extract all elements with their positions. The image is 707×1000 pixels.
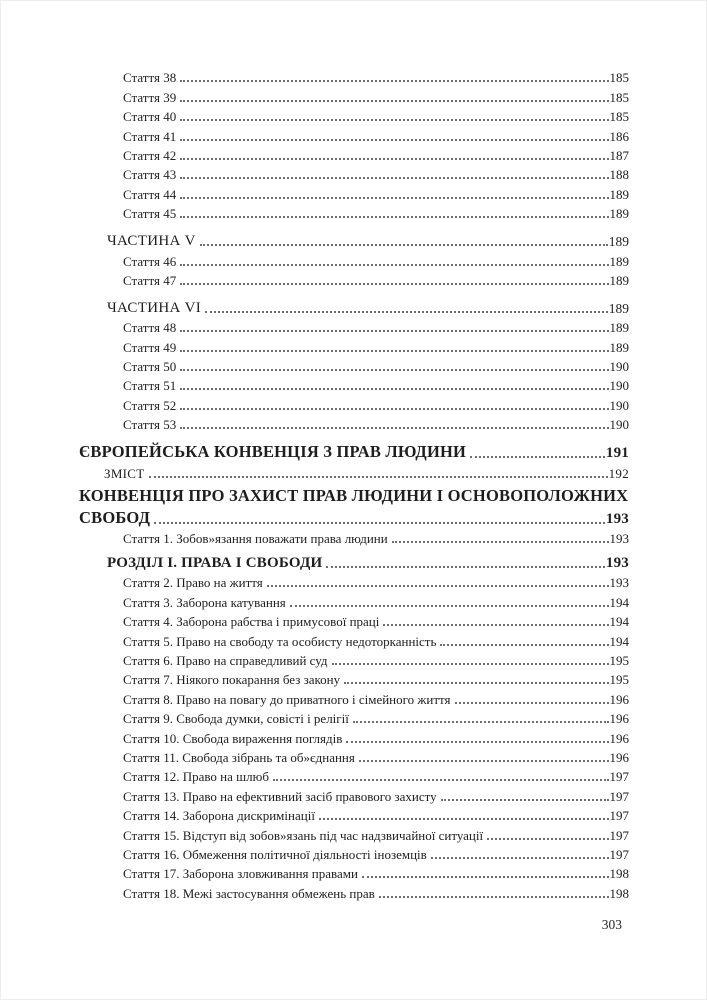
toc-entry-label: Стаття 45 — [123, 206, 177, 222]
toc-entry — [107, 295, 629, 317]
dot-leader — [362, 876, 609, 878]
toc-entry-page: 190 — [609, 378, 629, 394]
toc-entry — [79, 438, 629, 462]
toc-entry-label: Стаття 3. Заборона катування — [123, 594, 286, 610]
toc-entry-page: 193 — [605, 555, 629, 572]
toc-entry-label: РОЗДІЛ І. ПРАВА І СВОБОДИ — [107, 555, 323, 572]
toc-entry-page: 198 — [609, 885, 629, 901]
toc-entry-page: 198 — [609, 866, 629, 882]
toc-entry-page: 194 — [609, 633, 629, 649]
toc-entry — [104, 462, 629, 481]
toc-entry — [123, 824, 629, 843]
toc-entry-page: 193 — [605, 510, 629, 527]
toc-entry-label: ЧАСТИНА VI — [107, 299, 202, 316]
toc-list — [1, 67, 706, 902]
dot-leader — [154, 522, 605, 524]
toc-entry — [123, 669, 629, 688]
toc-entry-page: 196 — [609, 691, 629, 707]
toc-entry-page: 185 — [609, 89, 629, 105]
toc-entry — [123, 688, 629, 707]
toc-entry-label: Стаття 15. Відступ від зобов»язань під час надзвичайної ситуації — [123, 827, 484, 843]
toc-entry-label: ЗМІСТ — [104, 465, 145, 481]
toc-entry — [123, 611, 629, 630]
toc-entry-label: СВОБОД — [79, 507, 151, 527]
dot-leader — [383, 624, 608, 626]
toc-entry-page: 189 — [609, 272, 629, 288]
toc-entry-label: Стаття 7. Ніякого покарання без закону — [123, 672, 341, 688]
toc-entry-page: 193 — [609, 531, 629, 547]
toc-entry-page: 189 — [609, 339, 629, 355]
toc-entry-label: Стаття 50 — [123, 359, 177, 375]
dot-leader — [290, 605, 609, 607]
toc-entry-page: 188 — [609, 167, 629, 183]
toc-entry-label: Стаття 47 — [123, 272, 177, 288]
toc-entry-page: 197 — [609, 846, 629, 862]
dot-leader — [273, 779, 609, 781]
toc-entry — [123, 863, 629, 882]
dot-leader — [470, 456, 605, 458]
toc-entry — [123, 336, 629, 355]
toc-entry-page: 197 — [609, 769, 629, 785]
dot-leader — [149, 476, 608, 478]
toc-entry — [123, 882, 629, 901]
toc-entry-page: 196 — [609, 730, 629, 746]
toc-entry-label: Стаття 12. Право на шлюб — [123, 769, 269, 785]
toc-entry — [107, 550, 629, 572]
dot-leader — [180, 388, 608, 390]
toc-entry — [123, 106, 629, 125]
toc-entry-label: Стаття 42 — [123, 147, 177, 163]
dot-leader — [180, 264, 608, 266]
toc-entry-label: Стаття 53 — [123, 417, 177, 433]
toc-entry-label: Стаття 49 — [123, 339, 177, 355]
toc-entry-label: Стаття 6. Право на справедливий суд — [123, 652, 328, 668]
toc-entry-label: Стаття 4. Заборона рабства і примусової праці — [123, 614, 380, 630]
toc-entry — [123, 375, 629, 394]
dot-leader — [180, 197, 608, 199]
toc-entry — [123, 727, 629, 746]
toc-entry — [123, 785, 629, 804]
dot-leader — [344, 682, 608, 684]
toc-entry-page: 189 — [609, 206, 629, 222]
page-number: 303 — [601, 917, 622, 932]
dot-leader — [180, 158, 608, 160]
toc-entry-page: 196 — [609, 749, 629, 765]
toc-entry-page: 190 — [609, 359, 629, 375]
toc-entry — [123, 356, 629, 375]
dot-leader — [326, 566, 605, 568]
toc-entry-page: 195 — [609, 672, 629, 688]
toc-entry-page: 195 — [609, 652, 629, 668]
toc-entry — [123, 250, 629, 269]
toc-entry-label: Стаття 52 — [123, 397, 177, 413]
toc-entry-page: 193 — [609, 575, 629, 591]
toc-entry-page: 190 — [609, 417, 629, 433]
dot-leader — [379, 896, 609, 898]
dot-leader — [440, 644, 608, 646]
toc-entry-label: Стаття 2. Право на життя — [123, 575, 263, 591]
dot-leader — [431, 857, 609, 859]
toc-entry-page: 191 — [605, 445, 629, 462]
toc-entry-label: Стаття 16. Обмеження політичної діяльності іноземців — [123, 846, 427, 862]
toc-entry — [123, 394, 629, 413]
toc-entry-page: 197 — [609, 788, 629, 804]
dot-leader — [392, 541, 609, 543]
toc-entry-label: Стаття 14. Заборона дискримінації — [123, 808, 315, 824]
toc-entry — [123, 414, 629, 433]
toc-entry — [123, 630, 629, 649]
toc-entry-label: ЧАСТИНА V — [107, 233, 196, 250]
dot-leader — [180, 427, 608, 429]
toc-entry-page: 189 — [609, 186, 629, 202]
toc-entry-label: Стаття 18. Межі застосування обмежень прав — [123, 885, 375, 901]
toc-entry — [79, 506, 629, 528]
dot-leader — [267, 585, 609, 587]
dot-leader — [180, 139, 608, 141]
toc-entry-line1 — [79, 485, 706, 507]
dot-leader — [319, 818, 609, 820]
toc-entry-label: Стаття 44 — [123, 186, 177, 202]
toc-entry-label: Стаття 38 — [123, 70, 177, 86]
toc-entry — [123, 572, 629, 591]
toc-entry-label: Стаття 13. Право на ефективний засіб правового захисту — [123, 788, 437, 804]
toc-entry — [123, 270, 629, 289]
toc-entry-label: Стаття 51 — [123, 378, 177, 394]
dot-leader — [180, 369, 608, 371]
toc-entry — [123, 86, 629, 105]
toc-entry-page: 192 — [608, 465, 629, 481]
toc-entry — [123, 528, 629, 547]
toc-entry-label: Стаття 17. Заборона зловживання правами — [123, 866, 358, 882]
toc-entry-page: 194 — [609, 614, 629, 630]
dot-leader — [359, 760, 609, 762]
dot-leader — [180, 283, 608, 285]
toc-entry-label: КОНВЕНЦІЯ ПРО ЗАХИСТ ПРАВ ЛЮДИНИ І ОСНОВОПОЛОЖНИХ — [79, 486, 629, 506]
toc-entry — [123, 203, 629, 222]
toc-entry-label: ЄВРОПЕЙСЬКА КОНВЕНЦІЯ З ПРАВ ЛЮДИНИ — [79, 442, 467, 462]
toc-entry-page: 189 — [608, 234, 629, 250]
toc-entry-page: 185 — [609, 109, 629, 125]
dot-leader — [441, 799, 609, 801]
toc-entry — [123, 164, 629, 183]
toc-entry-page: 189 — [608, 300, 629, 316]
toc-entry-page: 197 — [609, 808, 629, 824]
dot-leader — [180, 330, 608, 332]
toc-entry-label: Стаття 1. Зобов»язання поважати права людини — [123, 531, 388, 547]
toc-entry-page: 189 — [609, 253, 629, 269]
toc-entry-label: Стаття 8. Право на повагу до приватного і сімейного життя — [123, 691, 451, 707]
dot-leader — [180, 216, 608, 218]
dot-leader — [353, 721, 609, 723]
toc-entry-page: 196 — [609, 711, 629, 727]
dot-leader — [180, 119, 608, 121]
toc-entry — [123, 317, 629, 336]
dot-leader — [180, 177, 608, 179]
dot-leader — [180, 80, 608, 82]
toc-entry-label: Стаття 46 — [123, 253, 177, 269]
toc-entry-label: Стаття 43 — [123, 167, 177, 183]
toc-entry-label: Стаття 48 — [123, 320, 177, 336]
toc-entry — [123, 650, 629, 669]
toc-entry-label: Стаття 39 — [123, 89, 177, 105]
toc-entry — [123, 708, 629, 727]
toc-entry-page: 187 — [609, 147, 629, 163]
toc-entry-label: Стаття 5. Право на свободу та особисту недоторканність — [123, 633, 437, 649]
toc-entry — [123, 125, 629, 144]
toc-entry-label: Стаття 10. Свобода вираження поглядів — [123, 730, 343, 746]
toc-entry-page: 189 — [609, 320, 629, 336]
dot-leader — [200, 244, 608, 246]
toc-entry-label: Стаття 41 — [123, 128, 177, 144]
toc-entry — [123, 591, 629, 610]
dot-leader — [180, 350, 608, 352]
toc-entry — [123, 183, 629, 202]
toc-entry — [123, 67, 629, 86]
dot-leader — [332, 663, 609, 665]
dot-leader — [180, 100, 608, 102]
dot-leader — [205, 311, 608, 313]
toc-entry-page: 197 — [609, 827, 629, 843]
toc-entry — [123, 844, 629, 863]
toc-entry-page: 185 — [609, 70, 629, 86]
toc-entry-page: 194 — [609, 594, 629, 610]
toc-entry — [107, 228, 629, 250]
toc-entry-label: Стаття 11. Свобода зібрань та об»єднання — [123, 749, 355, 765]
dot-leader — [455, 702, 609, 704]
dot-leader — [487, 838, 608, 840]
toc-entry — [123, 145, 629, 164]
toc-entry — [123, 747, 629, 766]
dot-leader — [180, 408, 608, 410]
toc-entry — [123, 805, 629, 824]
toc-entry-label: Стаття 40 — [123, 109, 177, 125]
toc-entry-page: 186 — [609, 128, 629, 144]
toc-entry — [123, 766, 629, 785]
toc-entry-page: 190 — [609, 397, 629, 413]
dot-leader — [346, 741, 608, 743]
toc-entry-label: Стаття 9. Свобода думки, совісті і релігії — [123, 711, 349, 727]
